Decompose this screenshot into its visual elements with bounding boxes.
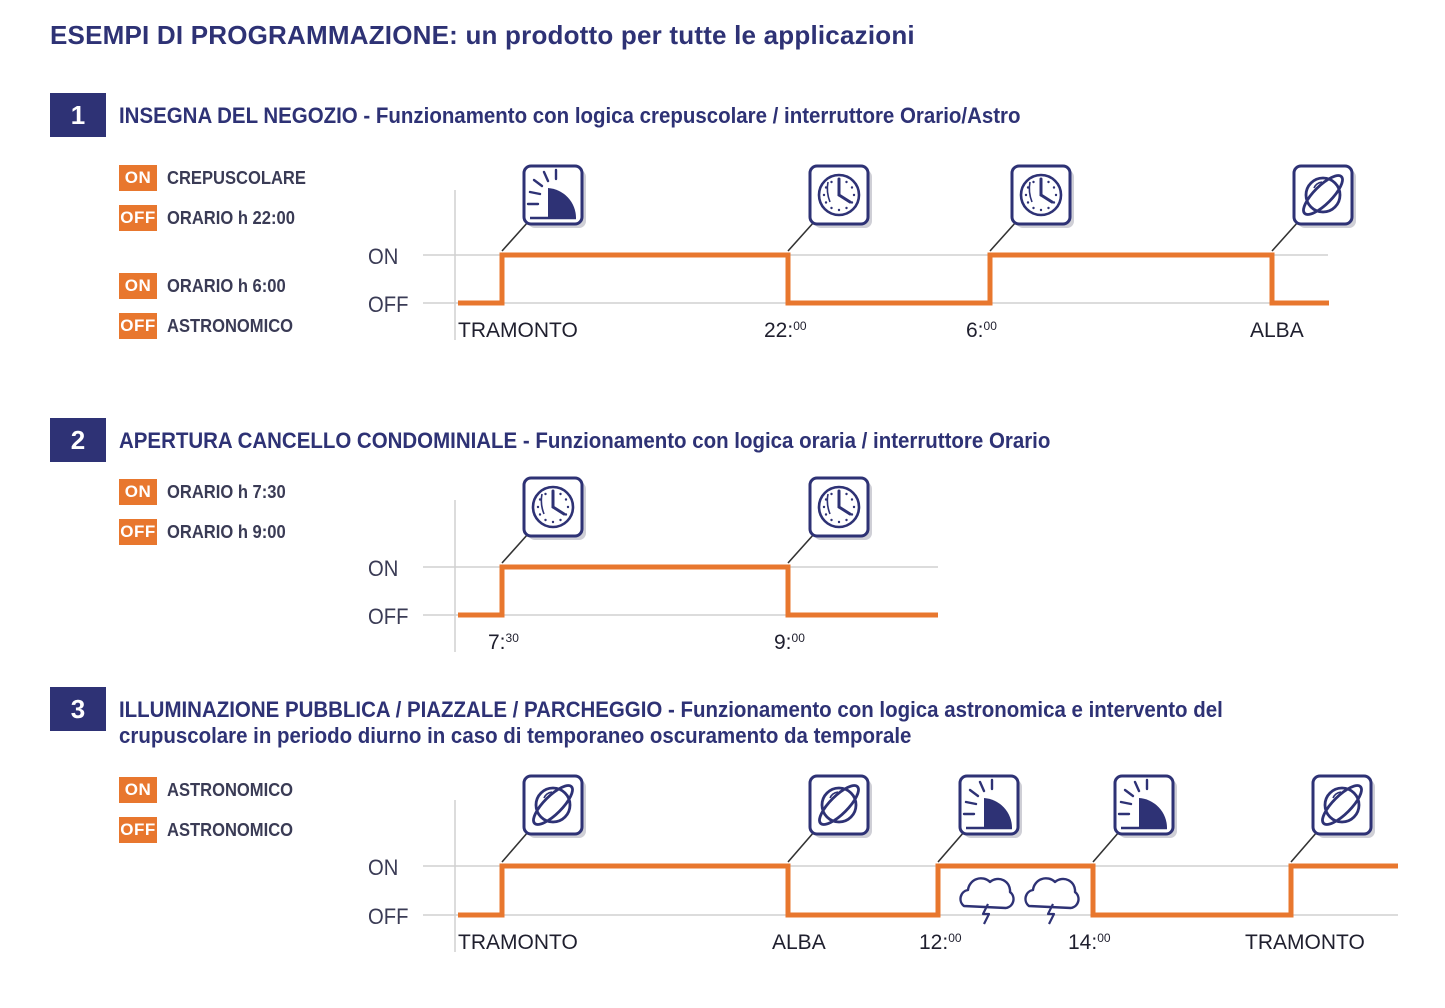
time-label-main: 6: — [966, 319, 984, 342]
astro-icon — [810, 776, 872, 838]
legend-label: ORARIO h 6:00 — [167, 275, 286, 296]
legend-label: ORARIO h 9:00 — [167, 521, 286, 542]
twilight-icon — [1115, 776, 1177, 838]
section-number-1: 1 — [50, 93, 106, 137]
off-badge: OFF — [119, 313, 157, 339]
on-badge: ON — [119, 479, 157, 505]
time-label-main: TRAMONTO — [1245, 931, 1365, 954]
legend-label: ORARIO h 22:00 — [167, 207, 295, 228]
icon-connector — [1291, 832, 1317, 862]
icon-connector — [788, 832, 814, 862]
time-label-sup: 00 — [793, 319, 807, 333]
section-title-3: ILLUMINAZIONE PUBBLICA / PIAZZALE / PARCHEGGIO - Funzionamento con logica astronomica e intervento del crupuscolare in periodo diurno in caso di temporaneo oscuramento da temporale — [119, 697, 1223, 748]
time-label — [772, 931, 826, 954]
time-label-sup: 00 — [983, 319, 997, 333]
section-number-3: 3 — [50, 687, 106, 731]
astro-icon — [1313, 776, 1375, 838]
off-level-label: OFF — [367, 605, 409, 630]
legend-label: ASTRONOMICO — [167, 819, 294, 840]
on-level-label: ON — [367, 856, 399, 881]
off-level-label: OFF — [367, 905, 409, 930]
legend-label: ORARIO h 7:30 — [167, 481, 286, 502]
time-label-main: TRAMONTO — [458, 931, 578, 954]
time-label-main: 22: — [764, 319, 794, 342]
off-badge: OFF — [119, 205, 157, 231]
on-badge: ON — [119, 273, 157, 299]
time-label-sup: 00 — [948, 931, 962, 945]
on-badge: ON — [119, 777, 157, 803]
icon-connector — [938, 832, 964, 862]
storm-cloud-icon — [960, 878, 1013, 924]
time-label-sup: 00 — [1097, 931, 1111, 945]
title-main: ESEMPI DI PROGRAMMAZIONE: — [50, 20, 459, 50]
legend-label: ASTRONOMICO — [167, 315, 294, 336]
off-badge: OFF — [119, 519, 157, 545]
time-label-sup: 30 — [505, 631, 519, 645]
time-label — [919, 931, 962, 954]
astro-icon — [524, 776, 586, 838]
section-title-1: INSEGNA DEL NEGOZIO - Funzionamento con logica crepuscolare / interruttore Orario/Astro — [119, 103, 1021, 128]
off-badge: OFF — [119, 817, 157, 843]
time-label-main: ALBA — [1250, 319, 1304, 342]
section-title-2: APERTURA CANCELLO CONDOMINIALE - Funzionamento con logica oraria / interruttore Orario — [119, 428, 1051, 453]
time-label-main: ALBA — [772, 931, 826, 954]
off-level-label: OFF — [367, 293, 409, 318]
title-sub: un prodotto per tutte le applicazioni — [465, 20, 915, 50]
icon-connector — [1093, 832, 1119, 862]
on-badge: ON — [119, 165, 157, 191]
time-label — [1245, 931, 1365, 954]
storm-cloud-icon — [1025, 878, 1078, 924]
time-label-main: TRAMONTO — [458, 319, 578, 342]
time-label-sup: 00 — [791, 631, 805, 645]
legend-label: CREPUSCOLARE — [167, 167, 306, 188]
signal-step-line — [458, 866, 1398, 915]
time-label — [1068, 931, 1111, 954]
time-label — [458, 931, 578, 954]
twilight-icon — [960, 776, 1022, 838]
time-label-main: 9: — [774, 631, 792, 654]
on-level-label: ON — [367, 557, 399, 582]
time-label-main: 12: — [919, 931, 949, 954]
on-level-label: ON — [367, 245, 399, 270]
time-label-main: 7: — [488, 631, 506, 654]
section-number-2: 2 — [50, 418, 106, 462]
icon-connector — [502, 832, 528, 862]
legend-label: ASTRONOMICO — [167, 779, 294, 800]
time-label-main: 14: — [1068, 931, 1098, 954]
